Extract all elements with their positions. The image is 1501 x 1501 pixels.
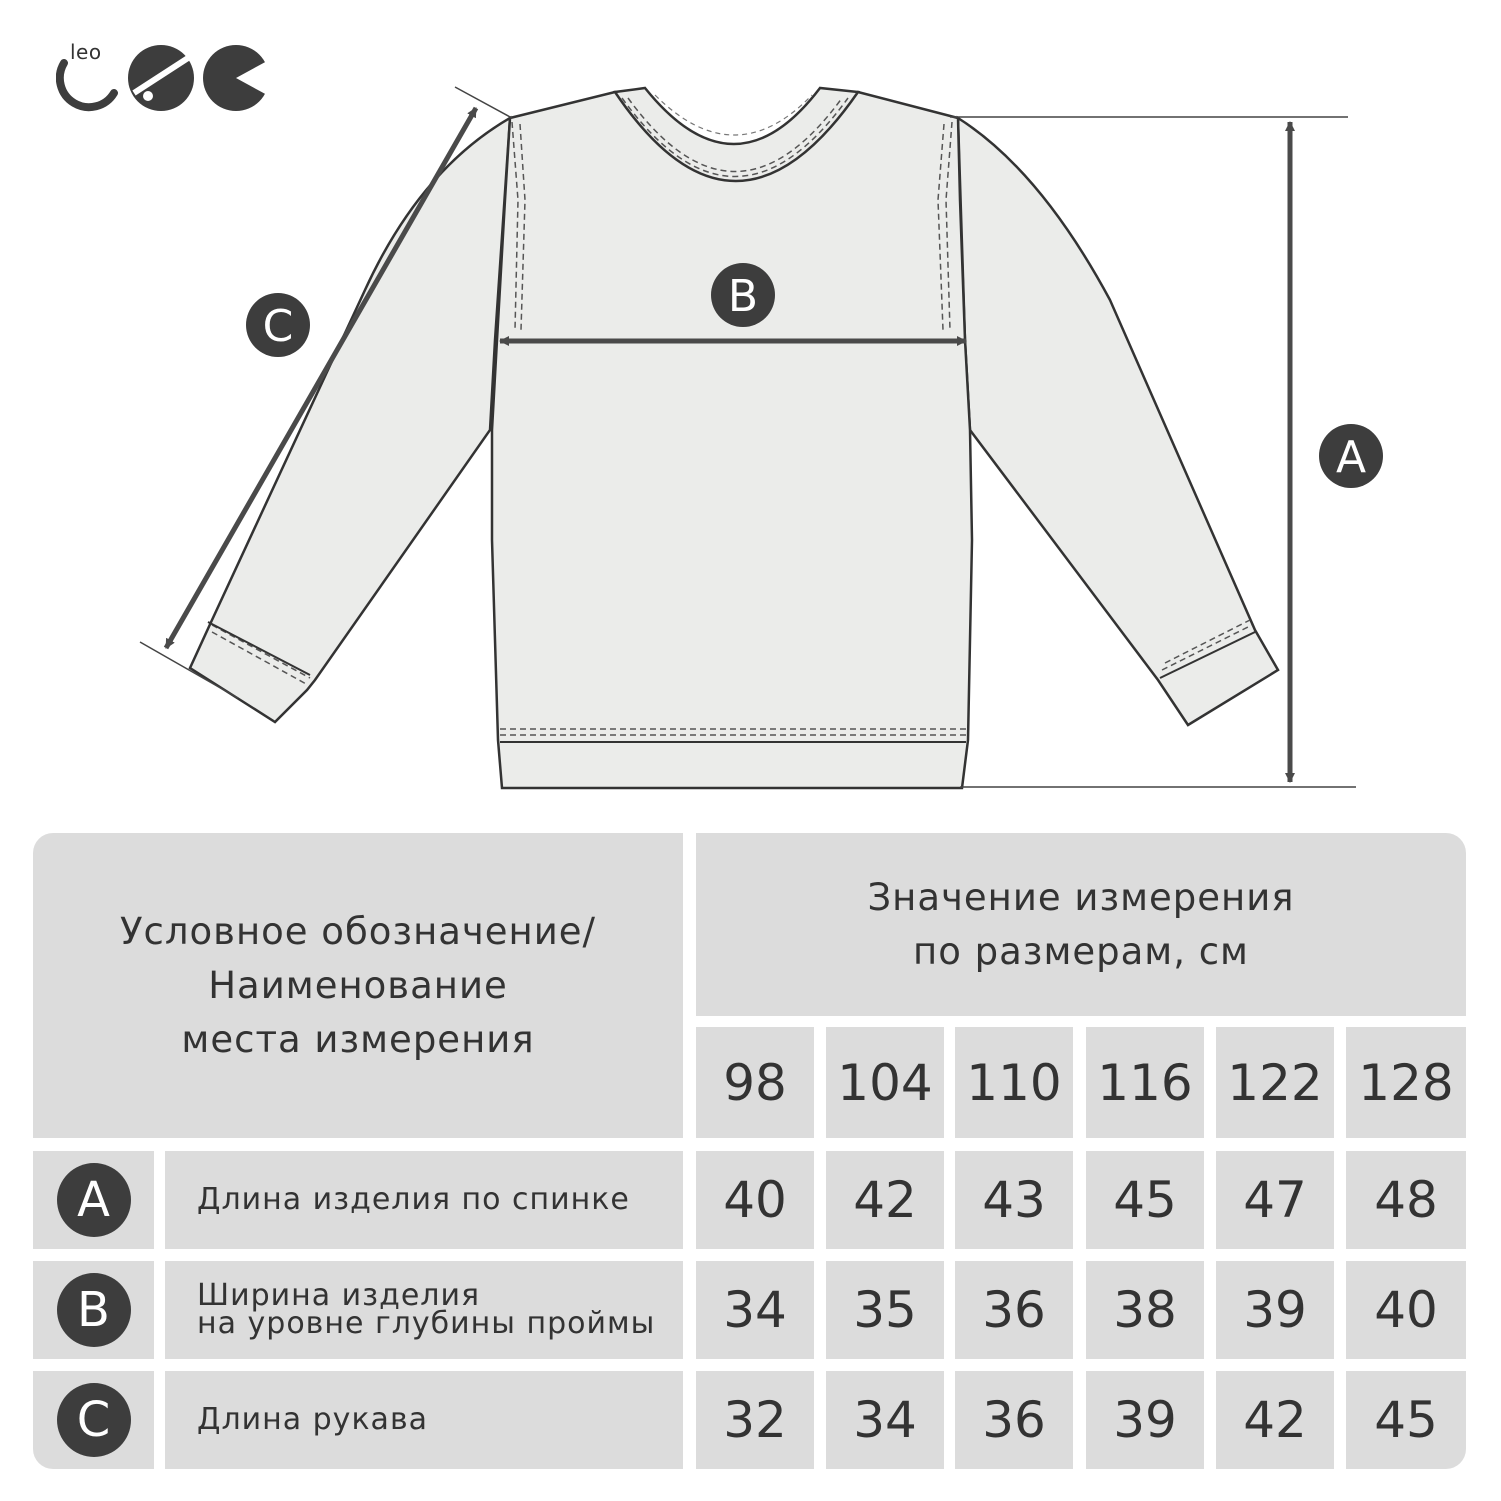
- row-c-value: 36: [955, 1371, 1073, 1469]
- row-a-code-cell: [33, 1151, 154, 1249]
- right-sleeve: [958, 118, 1278, 725]
- row-b-value: 39: [1216, 1261, 1334, 1359]
- row-c-name: [165, 1371, 683, 1469]
- row-a-name-line-1: Длина изделия по спинке: [197, 1182, 630, 1217]
- header-values: [696, 833, 1466, 1016]
- size-104: 104: [826, 1027, 944, 1138]
- header-values-line-2: по размерам, см: [913, 929, 1249, 973]
- row-a-value: 43: [955, 1151, 1073, 1249]
- logo-text: leo: [70, 40, 102, 64]
- row-a-value: 45: [1086, 1151, 1204, 1249]
- row-c-badge: C: [57, 1383, 131, 1457]
- garment-body: [492, 92, 972, 788]
- row-c-value: 42: [1216, 1371, 1334, 1469]
- row-c-value: 45: [1346, 1371, 1466, 1469]
- size-122: 122: [1216, 1027, 1334, 1138]
- row-a-value: 48: [1346, 1151, 1466, 1249]
- label-c: C: [262, 301, 294, 352]
- row-b-value: 36: [955, 1261, 1073, 1359]
- row-c-code-cell: [33, 1371, 154, 1469]
- label-a-badge: [1319, 424, 1383, 488]
- header-designation-line-2: Наименование: [208, 963, 508, 1007]
- row-a-name: [165, 1151, 683, 1249]
- row-c-name-line-1: Длина рукава: [197, 1402, 429, 1437]
- row-c-value: 34: [826, 1371, 944, 1469]
- row-a-value: 42: [826, 1151, 944, 1249]
- size-98: 98: [696, 1027, 814, 1138]
- row-b-code-cell: [33, 1261, 154, 1359]
- row-b-name-line-1: Ширина изделия: [197, 1278, 481, 1313]
- header-designation-line-3: места измерения: [181, 1017, 535, 1061]
- label-a: A: [1335, 432, 1367, 483]
- header-values-line-1: Значение измерения: [867, 875, 1295, 919]
- label-b: B: [727, 271, 759, 322]
- row-b-value: 40: [1346, 1261, 1466, 1359]
- row-b-name: [165, 1261, 683, 1359]
- row-c-value: 39: [1086, 1371, 1204, 1469]
- row-b-name-line-2: на уровне глубины проймы: [197, 1306, 656, 1341]
- row-a-value: 47: [1216, 1151, 1334, 1249]
- size-110: 110: [955, 1027, 1073, 1138]
- label-b-badge: [711, 263, 775, 327]
- row-b-badge: B: [57, 1273, 131, 1347]
- size-128: 128: [1346, 1027, 1466, 1138]
- row-a-badge: A: [57, 1163, 131, 1237]
- size-116: 116: [1086, 1027, 1204, 1138]
- label-c-badge: [246, 293, 310, 357]
- row-a-value: 40: [696, 1151, 814, 1249]
- header-designation: [33, 833, 683, 1138]
- row-b-value: 38: [1086, 1261, 1204, 1359]
- guide-line-shoulder: [455, 87, 512, 118]
- header-designation-line-1: Условное обозначение/: [119, 909, 597, 953]
- row-b-value: 35: [826, 1261, 944, 1359]
- row-c-value: 32: [696, 1371, 814, 1469]
- row-b-value: 34: [696, 1261, 814, 1359]
- left-sleeve: [190, 118, 510, 722]
